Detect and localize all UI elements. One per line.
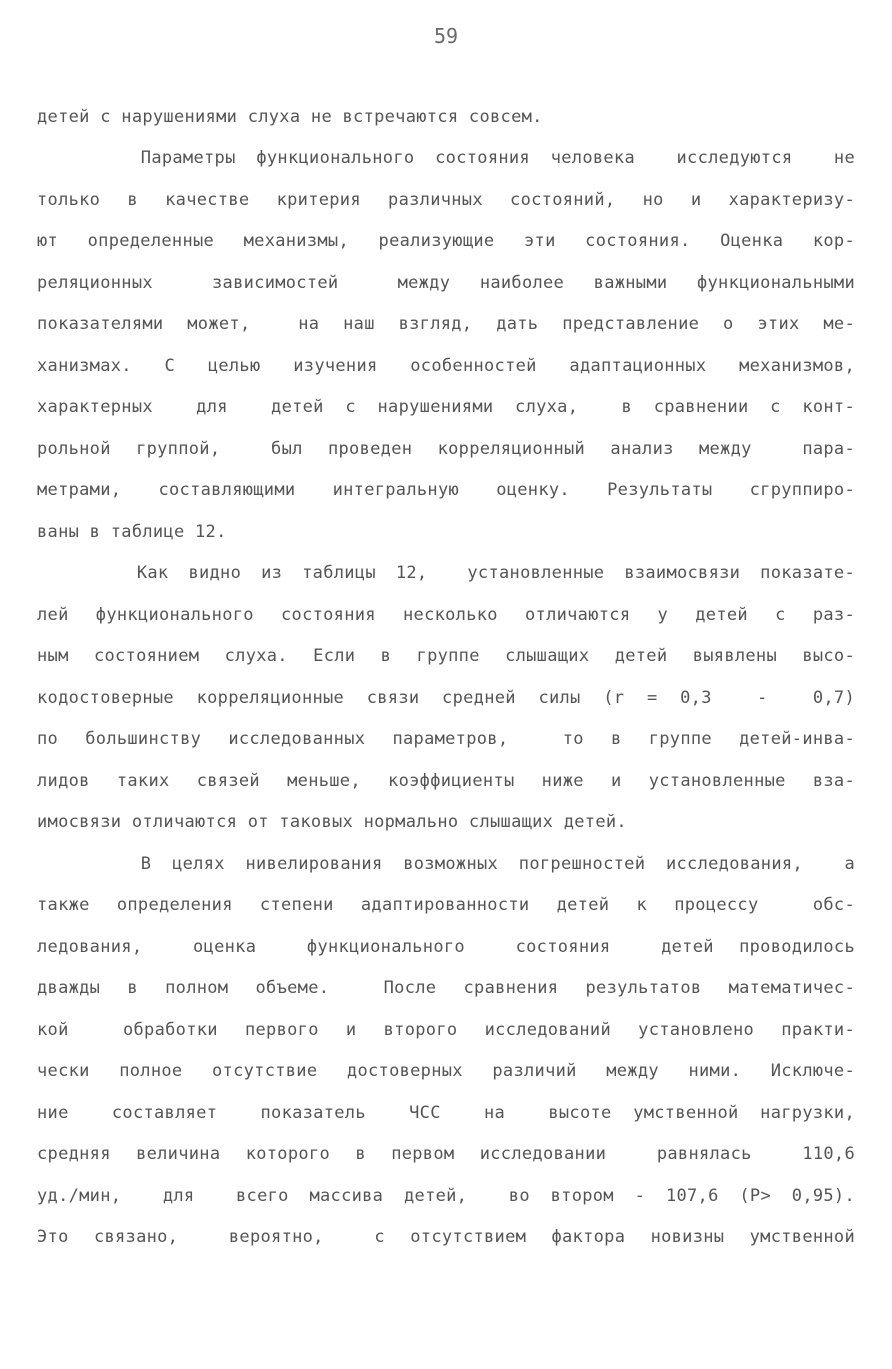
text-line-19: В целях нивелирования возможных погрешностей исследования, а	[37, 854, 855, 874]
text-line-20: также определения степени адаптированности детей к процессу обс-	[37, 895, 855, 915]
text-line-26: средняя величина которого в первом исследовании равнялась 110,6	[37, 1144, 855, 1164]
text-line-11: ваны в таблице 12.	[37, 522, 227, 542]
text-line-13: лей функционального состояния несколько отличаются у детей с раз-	[37, 605, 855, 625]
text-line-8: характерных для детей с нарушениями слуха, в сравнении с конт-	[37, 397, 855, 417]
text-line-21: ледования, оценка функционального состояния детей проводилось	[37, 937, 855, 957]
text-line-17: лидов таких связей меньше, коэффициенты ниже и установленные вза-	[37, 771, 855, 791]
text-line-24: чески полное отсутствие достоверных различий между ними. Исключе-	[37, 1061, 855, 1081]
text-line-15: кодостоверные корреляционные связи средней силы (r = 0,3 - 0,7)	[37, 688, 855, 708]
text-line-27: уд./мин, для всего массива детей, во втором - 107,6 (P> 0,95).	[37, 1186, 855, 1206]
text-line-2: Параметры функционального состояния человека исследуются не	[37, 148, 855, 168]
text-line-23: кой обработки первого и второго исследований установлено практи-	[37, 1020, 855, 1040]
text-line-4: ют определенные механизмы, реализующие эти состояния. Оценка кор-	[37, 231, 855, 251]
text-line-10: метрами, составляющими интегральную оценку. Результаты сгруппиро-	[37, 480, 855, 500]
text-line-1: детей с нарушениями слуха не встречаются совсем.	[37, 107, 543, 127]
text-line-3: только в качестве критерия различных состояний, но и характеризу-	[37, 190, 855, 210]
text-line-28: Это связано, вероятно, с отсутствием фактора новизны умственной	[37, 1227, 855, 1247]
text-line-18: имосвязи отличаются от таковых нормально слышащих детей.	[37, 812, 627, 832]
text-line-25: ние составляет показатель ЧСС на высоте умственной нагрузки,	[37, 1103, 855, 1123]
page-number: 59	[433, 24, 459, 48]
text-line-22: дважды в полном объеме. После сравнения результатов математичес-	[37, 978, 855, 998]
text-line-6: показателями может, на наш взгляд, дать представление о этих ме-	[37, 314, 855, 334]
text-line-5: реляционных зависимостей между наиболее важными функциональными	[37, 273, 855, 293]
text-line-7: ханизмах. С целью изучения особенностей адаптационных механизмов,	[37, 356, 855, 376]
text-line-12: Как видно из таблицы 12, установленные взаимосвязи показате-	[37, 563, 855, 583]
text-line-16: по большинству исследованных параметров, то в группе детей-инва-	[37, 729, 855, 749]
text-line-14: ным состоянием слуха. Если в группе слышащих детей выявлены высо-	[37, 646, 855, 666]
text-line-9: рольной группой, был проведен корреляционный анализ между пара-	[37, 439, 855, 459]
